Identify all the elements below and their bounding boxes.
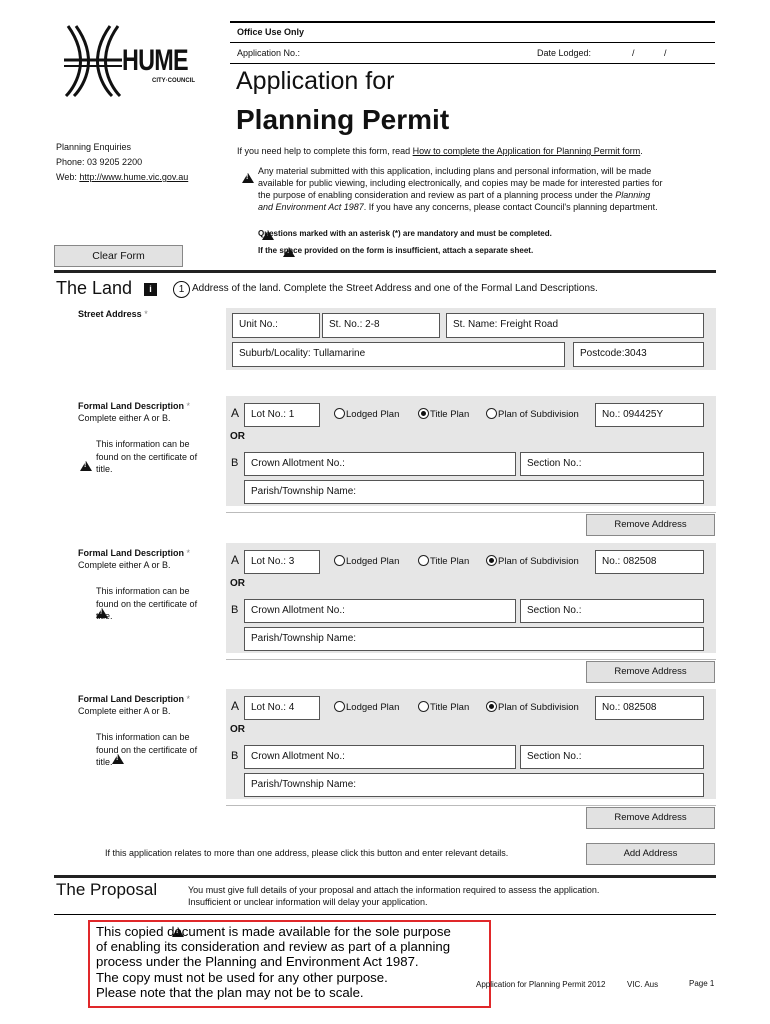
notice-act: and Environment Act 1987 bbox=[258, 202, 364, 212]
remove-address-button[interactable]: Remove Address bbox=[586, 514, 715, 536]
street-address-label bbox=[78, 309, 148, 319]
title-plan-radio[interactable] bbox=[418, 701, 469, 713]
footer-form-name: Application for Planning Permit 2012 bbox=[476, 980, 606, 989]
radio-icon bbox=[418, 701, 429, 712]
certificate-info bbox=[96, 731, 197, 769]
certificate-info-line: This information can be bbox=[96, 586, 190, 596]
formal-land-sub: Complete either A or B. bbox=[78, 413, 171, 423]
plan-of-subdivision-radio[interactable] bbox=[486, 555, 579, 567]
copy-notice-stamp bbox=[88, 920, 491, 1008]
info-icon[interactable] bbox=[144, 283, 157, 296]
office-rule-2 bbox=[230, 63, 715, 64]
street-address-text: Street Address bbox=[78, 309, 142, 319]
proposal-line-1: You must give full details of your proposal and attach the information required to assess the application. bbox=[188, 885, 600, 895]
formal-land-label bbox=[78, 548, 190, 558]
unit-no-field[interactable]: Unit No.: bbox=[232, 313, 320, 338]
lodged-plan-radio[interactable] bbox=[334, 408, 399, 420]
certificate-info-line: title. bbox=[96, 464, 113, 474]
crown-allotment-field[interactable]: Crown Allotment No.: bbox=[244, 599, 516, 623]
section-no-field[interactable]: Section No.: bbox=[520, 745, 704, 769]
proposal-rule bbox=[54, 914, 716, 915]
or-label: OR bbox=[230, 431, 245, 442]
copy-notice-line: of enabling its consideration and review as part of a planning bbox=[96, 939, 451, 955]
radio-icon bbox=[418, 555, 429, 566]
remove-address-button[interactable]: Remove Address bbox=[586, 807, 715, 829]
footer-page-number: Page 1 bbox=[689, 979, 715, 988]
radio-icon bbox=[334, 701, 345, 712]
radio-icon bbox=[486, 701, 497, 712]
space-note: If the space provided on the form is insufficient, attach a separate sheet. bbox=[258, 246, 534, 255]
asterisk: * bbox=[186, 548, 191, 558]
page-title: Planning Permit bbox=[236, 104, 450, 135]
footer-state: VIC. Aus bbox=[627, 980, 659, 989]
formal-land-sub: Complete either A or B. bbox=[78, 706, 171, 716]
mandatory-note: Questions marked with an asterisk (*) are mandatory and must be completed. bbox=[258, 229, 552, 238]
office-use-title: Office Use Only bbox=[237, 27, 305, 37]
street-name-field[interactable]: St. Name: Freight Road bbox=[446, 313, 704, 338]
certificate-info-line: This information can be bbox=[96, 732, 190, 742]
office-rule-1 bbox=[230, 42, 715, 43]
asterisk: * bbox=[144, 309, 148, 319]
parish-township-field[interactable]: Parish/Township Name: bbox=[244, 627, 704, 651]
logo-name: HUME bbox=[122, 44, 188, 77]
question-number-1 bbox=[173, 281, 190, 298]
date-lodged-label: Date Lodged: bbox=[537, 48, 592, 58]
warning-icon bbox=[80, 461, 92, 471]
proposal-instruction bbox=[188, 884, 599, 908]
notice-line-1: Any material submitted with this application, including plans and personal information, will be made bbox=[258, 166, 652, 176]
land-section-rule bbox=[54, 270, 716, 273]
remove-address-button[interactable]: Remove Address bbox=[586, 661, 715, 683]
title-plan-radio[interactable] bbox=[418, 555, 469, 567]
option-b-label: B bbox=[231, 604, 239, 616]
help-text bbox=[237, 146, 717, 156]
help-prefix: If you need help to complete this form, read bbox=[237, 146, 413, 156]
crown-allotment-field[interactable]: Crown Allotment No.: bbox=[244, 745, 516, 769]
option-a-label: A bbox=[231, 553, 240, 567]
or-label: OR bbox=[230, 578, 245, 589]
lodged-plan-radio[interactable] bbox=[334, 555, 399, 567]
date-slash-1: / bbox=[632, 48, 635, 58]
street-no-field[interactable]: St. No.: 2-8 bbox=[322, 313, 440, 338]
radio-icon bbox=[418, 408, 429, 419]
option-a-label: A bbox=[231, 699, 240, 713]
radio-icon bbox=[486, 408, 497, 419]
public-viewing-notice bbox=[258, 165, 718, 213]
formal-land-label-text: Formal Land Description bbox=[78, 548, 185, 558]
lot-no-field[interactable]: Lot No.: 1 bbox=[244, 403, 320, 427]
date-slash-2: / bbox=[664, 48, 667, 58]
question-number-text: 1 bbox=[178, 284, 185, 295]
formal-land-label bbox=[78, 401, 190, 411]
lot-no-field[interactable]: Lot No.: 3 bbox=[244, 550, 320, 574]
plan-number-field[interactable]: No.: 094425Y bbox=[595, 403, 704, 427]
option-a-label: A bbox=[231, 406, 240, 420]
radio-label: Lodged Plan bbox=[346, 556, 400, 567]
radio-icon bbox=[334, 408, 345, 419]
lot-no-field[interactable]: Lot No.: 4 bbox=[244, 696, 320, 720]
section-no-field[interactable]: Section No.: bbox=[520, 452, 704, 476]
radio-label: Title Plan bbox=[430, 702, 470, 713]
section-no-field[interactable]: Section No.: bbox=[520, 599, 704, 623]
certificate-info-line: found on the certificate of bbox=[96, 598, 198, 609]
clear-form-button[interactable]: Clear Form bbox=[54, 245, 183, 267]
crown-allotment-field[interactable]: Crown Allotment No.: bbox=[244, 452, 516, 476]
formal-separator bbox=[226, 659, 716, 660]
copy-notice-line: The copy must not be used for any other purpose. bbox=[96, 969, 388, 985]
formal-land-sub: Complete either A or B. bbox=[78, 560, 171, 570]
radio-label: Plan of Subdivision bbox=[498, 409, 579, 420]
application-no-label: Application No.: bbox=[237, 48, 301, 58]
radio-label: Plan of Subdivision bbox=[498, 702, 579, 713]
radio-label: Title Plan bbox=[430, 409, 470, 420]
certificate-info-line: found on the certificate of bbox=[96, 744, 198, 755]
council-logo bbox=[60, 24, 210, 98]
add-address-button[interactable]: Add Address bbox=[586, 843, 715, 865]
radio-label: Title Plan bbox=[430, 556, 470, 567]
formal-land-label bbox=[78, 694, 190, 704]
website bbox=[56, 172, 188, 182]
copy-notice-line: Please note that the plan may not be to scale. bbox=[96, 984, 364, 1000]
heading-application-for: Application for bbox=[236, 67, 395, 95]
plan-number-field[interactable]: No.: 082508 bbox=[595, 696, 704, 720]
section-title-land: The Land bbox=[56, 278, 133, 298]
website-link[interactable]: http://www.hume.vic.gov.au bbox=[79, 172, 189, 182]
plan-of-subdivision-radio[interactable] bbox=[486, 408, 579, 420]
notice-line-3: the purpose of enabling consideration and review as part of a planning process under the bbox=[258, 190, 616, 200]
lodged-plan-radio[interactable] bbox=[334, 701, 399, 713]
formal-land-label-text: Formal Land Description bbox=[78, 401, 185, 411]
help-link[interactable]: How to complete the Application for Planning Permit form bbox=[412, 146, 641, 156]
or-label: OR bbox=[230, 724, 245, 735]
radio-label: Lodged Plan bbox=[346, 409, 400, 420]
suburb-field[interactable]: Suburb/Locality: Tullamarine bbox=[232, 342, 565, 367]
copy-notice-line: This copied document is made available for the sole purpose bbox=[96, 924, 451, 939]
certificate-info bbox=[96, 438, 197, 476]
plan-number-field[interactable]: No.: 082508 bbox=[595, 550, 704, 574]
plan-of-subdivision-radio[interactable] bbox=[486, 701, 579, 713]
formal-separator bbox=[226, 805, 716, 806]
proposal-line-2: Insufficient or unclear information will delay your application. bbox=[188, 897, 428, 907]
certificate-info-line: This information can be bbox=[96, 439, 190, 449]
top-rule bbox=[230, 21, 715, 23]
info-icon-glyph: i bbox=[149, 284, 152, 294]
formal-separator bbox=[226, 512, 716, 513]
radio-label: Plan of Subdivision bbox=[498, 556, 579, 567]
certificate-info-line: found on the certificate of bbox=[96, 451, 198, 462]
notice-italic-planning: Planning bbox=[615, 190, 651, 200]
notice-line-4: . If you have any concerns, please contact Council's planning department. bbox=[363, 202, 658, 212]
proposal-section-rule bbox=[54, 875, 716, 878]
help-suffix: . bbox=[640, 146, 643, 156]
option-b-label: B bbox=[231, 750, 239, 762]
option-b-label: B bbox=[231, 457, 239, 469]
certificate-info bbox=[96, 585, 197, 623]
warning-icon bbox=[242, 173, 254, 183]
logo-subtitle: CITY·COUNCIL bbox=[152, 78, 195, 84]
add-address-text: If this application relates to more than one address, please click this button and enter relevant details. bbox=[105, 848, 509, 858]
title-plan-radio[interactable] bbox=[418, 408, 469, 420]
parish-township-field[interactable]: Parish/Township Name: bbox=[244, 773, 704, 797]
asterisk: * bbox=[186, 401, 191, 411]
certificate-info-line: title. bbox=[96, 757, 113, 767]
copy-notice-line: process under the Planning and Environment Act 1987. bbox=[96, 954, 419, 970]
website-label: Web: bbox=[56, 172, 80, 182]
section-title-proposal: The Proposal bbox=[56, 880, 158, 899]
certificate-info-line: title. bbox=[96, 611, 113, 621]
notice-line-2: available for public viewing, including electronically, and copies may be made for interested parties for bbox=[258, 178, 663, 188]
postcode-field[interactable]: Postcode:3043 bbox=[573, 342, 704, 367]
radio-icon bbox=[334, 555, 345, 566]
radio-label: Lodged Plan bbox=[346, 702, 400, 713]
parish-township-field[interactable]: Parish/Township Name: bbox=[244, 480, 704, 504]
question-1-text: Address of the land. Complete the Street Address and one of the Formal Land Descriptions. bbox=[192, 283, 598, 294]
formal-land-label-text: Formal Land Description bbox=[78, 694, 185, 704]
asterisk: * bbox=[186, 694, 191, 704]
radio-icon bbox=[486, 555, 497, 566]
planning-enquiries-heading: Planning Enquiries bbox=[56, 142, 132, 152]
phone-number: Phone: 03 9205 2200 bbox=[56, 157, 143, 167]
